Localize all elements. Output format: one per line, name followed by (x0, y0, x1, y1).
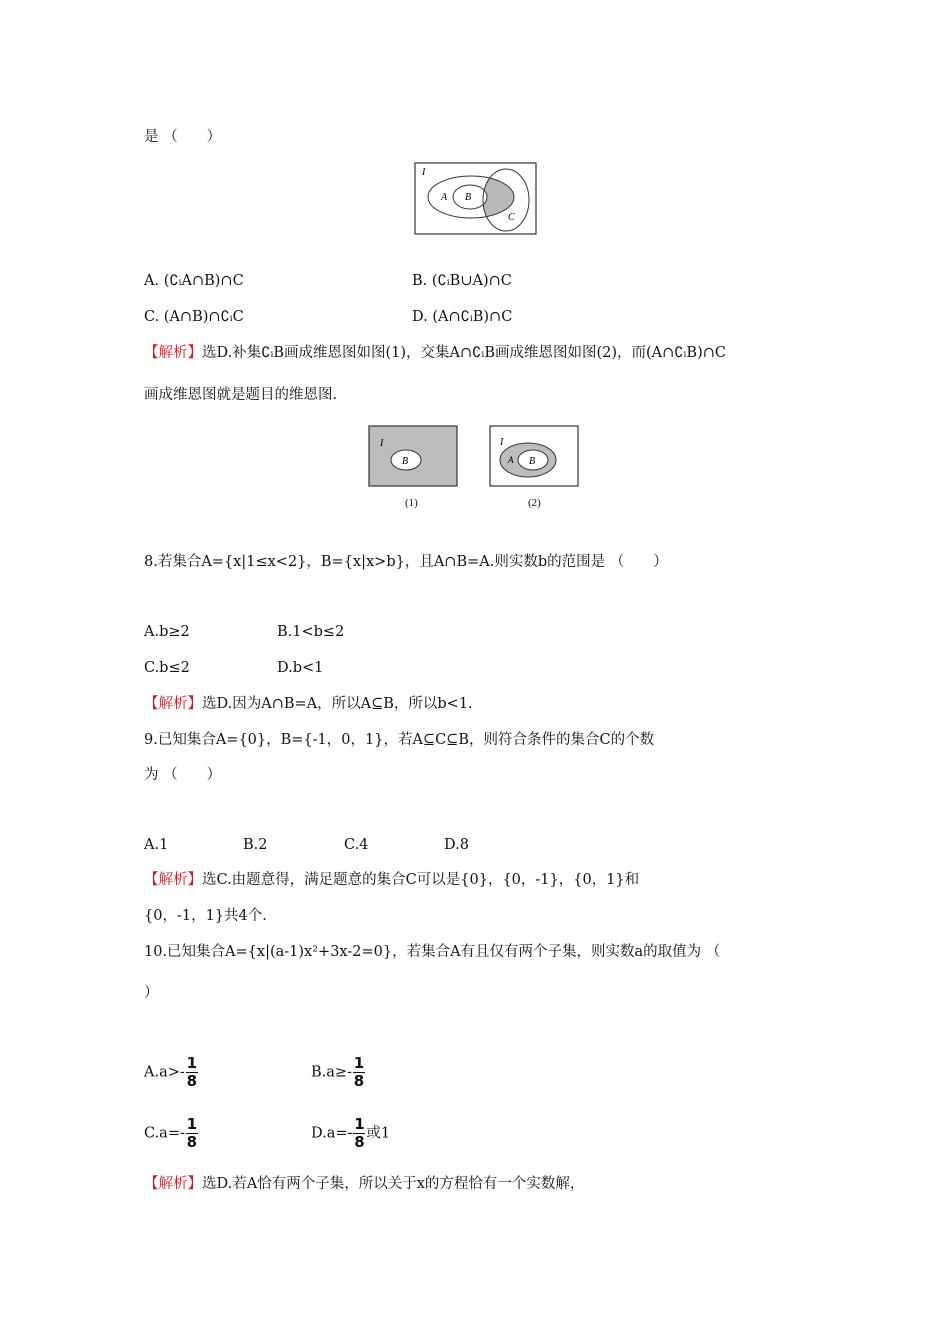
venn-label-a: A (441, 192, 448, 203)
q7-option-a: A. (∁ᵢA∩B)∩C (144, 273, 244, 289)
q10-option-a (144, 1055, 199, 1090)
q10-option-d-text: D.a=- (311, 1125, 353, 1142)
q8-solution (144, 694, 473, 714)
q10-option-b-text: B.a≥- (311, 1064, 352, 1081)
fraction: $\frac{1}{8}$ (354, 1115, 365, 1151)
venn-label-i: I (422, 167, 426, 178)
fig2-label-a: A (508, 455, 514, 465)
q7-solution-figure-2 (489, 425, 579, 487)
solution-tag: 【解析】 (144, 872, 202, 888)
fraction: $\frac{1}{8}$ (186, 1115, 198, 1151)
q7-option-c: C. (A∩B)∩∁ᵢC (144, 309, 244, 325)
q10-option-c-text: C.a=- (144, 1125, 185, 1142)
q10-stem-line-1: 10.已知集合A={x|(a-1)x²+3x-2=0}，若集合A有且仅有两个子集，则实数a的取值为 （ (144, 944, 721, 960)
q9-option-b: B.2 (243, 837, 268, 853)
q7-venn-diagram (414, 162, 538, 236)
fig1-label-i: I (380, 438, 384, 449)
q7-option-d: D. (A∩∁ᵢB)∩C (412, 309, 513, 325)
q7-figure-1-caption: (1) (405, 497, 418, 509)
q8-solution-text: 选D.因为A∩B=A，所以A⊆B，所以b<1. (202, 696, 473, 712)
q7-option-b: B. (∁ᵢB∪A)∩C (412, 273, 512, 289)
fraction: $\frac{1}{8}$ (353, 1054, 365, 1090)
fraction: $\frac{1}{8}$ (186, 1054, 197, 1090)
q8-option-b: B.1<b≤2 (277, 624, 345, 640)
q8-option-a: A.b≥2 (144, 624, 190, 640)
q9-solution-text-1: 选C.由题意得，满足题意的集合C可以是{0}，{0，-1}，{0，1}和 (202, 872, 640, 888)
fig1-label-b: B (402, 456, 409, 467)
q7-solution-figure-1 (368, 425, 458, 487)
q9-solution-line-2: {0，-1，1}共4个. (144, 908, 267, 924)
solution-tag: 【解析】 (144, 696, 202, 712)
q9-option-d: D.8 (444, 837, 469, 853)
q9-stem-line-2: 为 （ ） (144, 767, 222, 783)
q7-solution-line-1 (144, 343, 726, 363)
q10-option-c (144, 1116, 199, 1151)
q10-option-d-suffix: 或1 (366, 1125, 391, 1142)
venn-label-c: C (508, 212, 515, 223)
q8-option-c: C.b≤2 (144, 660, 190, 676)
q9-stem-line-1: 9.已知集合A={0}，B={-1，0，1}，若A⊆C⊆B，则符合条件的集合C的个数 (144, 732, 655, 748)
q10-option-b (311, 1055, 366, 1090)
q7-figure-2-caption: (2) (528, 497, 541, 509)
q7-stem-end: 是 （ ） (144, 129, 222, 145)
q9-option-c: C.4 (344, 837, 369, 853)
q9-option-a: A.1 (144, 837, 169, 853)
q10-option-d (311, 1116, 390, 1151)
q10-solution-text: 选D.若A恰有两个子集，所以关于x的方程恰有一个实数解， (202, 1176, 585, 1192)
q8-stem: 8.若集合A={x|1≤x<2}，B={x|x>b}，且A∩B=A.则实数b的范围是 （ ） (144, 554, 668, 570)
q9-solution-line-1 (144, 870, 639, 890)
q10-stem-line-2: ） (144, 985, 159, 1001)
q7-solution-text-1: 选D.补集∁ᵢB画成维恩图如图(1)，交集A∩∁ᵢB画成维恩图如图(2)，而(A∩∁ᵢB)∩C (202, 345, 726, 361)
q8-option-d: D.b<1 (277, 660, 324, 676)
q10-option-a-text: A.a>- (144, 1064, 185, 1081)
solution-tag: 【解析】 (144, 1176, 202, 1192)
q7-solution-line-2: 画成维恩图就是题目的维恩图. (144, 387, 338, 403)
q10-solution (144, 1174, 584, 1194)
solution-tag: 【解析】 (144, 345, 202, 361)
venn-label-b: B (465, 192, 472, 203)
fig2-label-b: B (529, 456, 536, 467)
fig2-label-i: I (500, 437, 504, 448)
